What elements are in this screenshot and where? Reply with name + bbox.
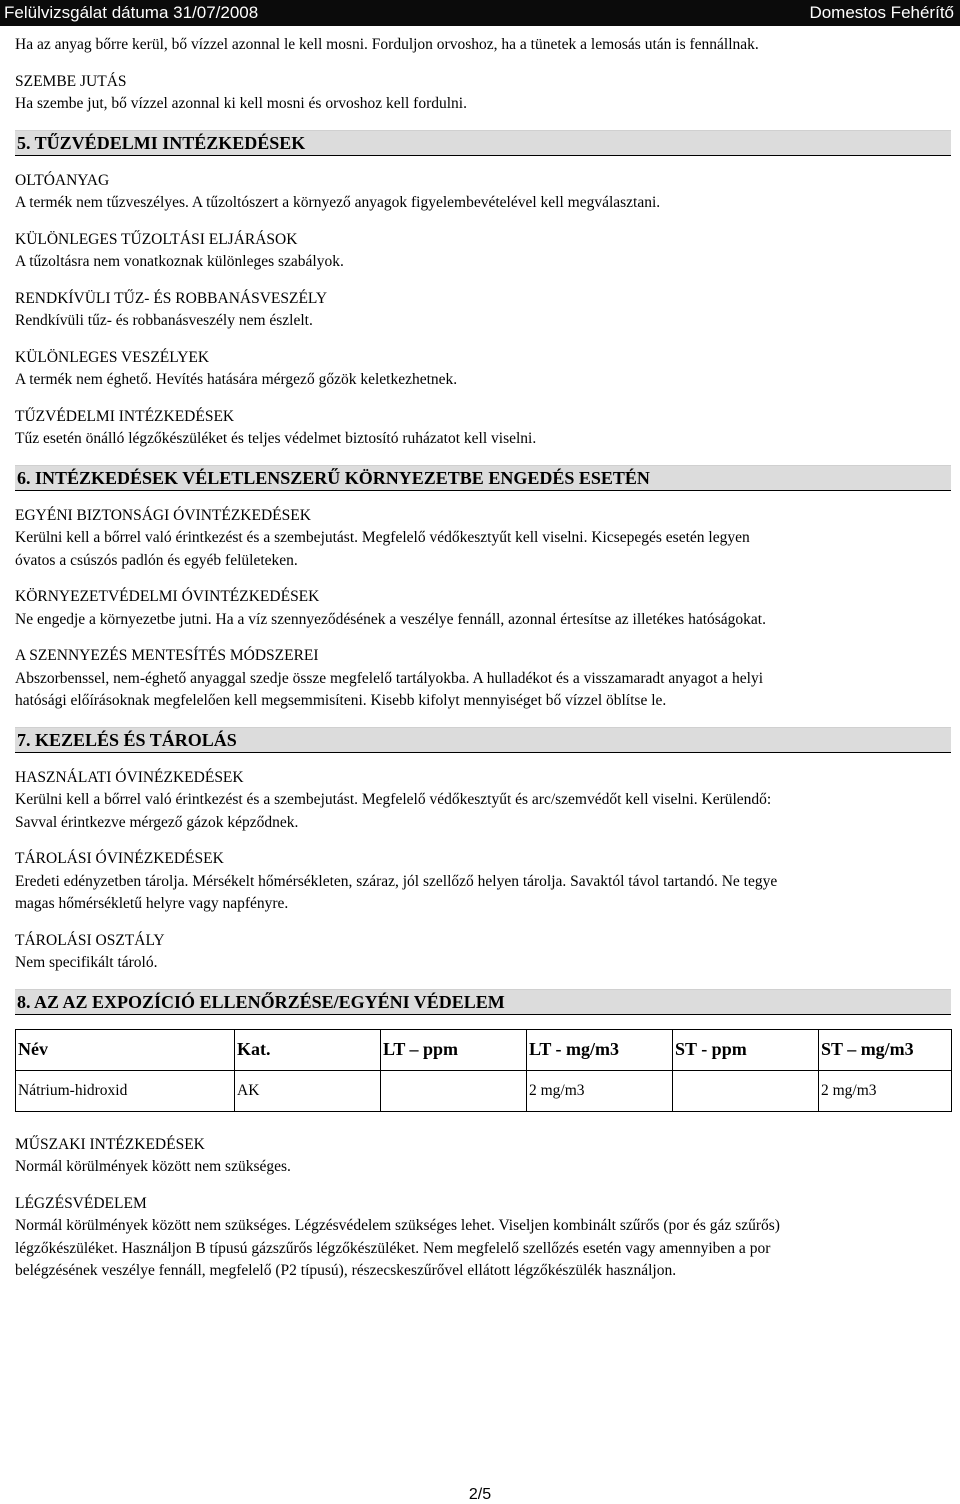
document-body xyxy=(15,34,951,1283)
cell-name: Nátrium-hidroxid xyxy=(16,1070,235,1111)
s6-text-1b: óvatos a csúszós padlón és egyéb felületeken. xyxy=(15,551,298,569)
s5-heading-2: KÜLÖNLEGES TŰZOLTÁSI ELJÁRÁSOK xyxy=(15,230,298,248)
eye-contact-heading: SZEMBE JUTÁS xyxy=(15,72,127,90)
s7-heading-3: TÁROLÁSI OSZTÁLY xyxy=(15,931,165,949)
s6-text-3a: Abszorbenssel, nem-éghető anyaggal szedje össze megfelelő tartályokba. A hulladékot és a visszamaradt anyagot a helyi xyxy=(15,669,764,687)
table-header-row xyxy=(16,1029,952,1070)
s5-heading-4: KÜLÖNLEGES VESZÉLYEK xyxy=(15,348,210,366)
s5-heading-3: RENDKÍVÜLI TŰZ- ÉS ROBBANÁSVESZÉLY xyxy=(15,289,328,307)
product-name: Domestos Fehérítő xyxy=(809,3,954,22)
cell-lt-mg: 2 mg/m3 xyxy=(527,1070,673,1111)
s5-heading-1: OLTÓANYAG xyxy=(15,171,110,189)
cell-st-mg: 2 mg/m3 xyxy=(819,1070,952,1111)
s5-text-3: Rendkívüli tűz- és robbanásveszély nem észlelt. xyxy=(15,312,313,329)
s5-text-5: Tűz esetén önálló légzőkészüléket és teljes védelmet biztosító ruházatot kell viselni. xyxy=(15,430,537,447)
s7-heading-2: TÁROLÁSI ÓVINÉZKEDÉSEK xyxy=(15,850,224,867)
s8-text-1: Normál körülmények között nem szükséges. xyxy=(15,1158,291,1175)
s7-text-1a: Kerülni kell a bőrrel való érintkezést és a szembejutást. Megfelelő védőkesztyűt és arc/szemvédőt kell viselni. Kerülendő: xyxy=(15,791,772,808)
s8-text-2b: légzőkészüléket. Használjon B típusú gázszűrős légzőkészüléket. Nem megfelelő szellőzés esetén vagy amennyiben a por xyxy=(15,1239,771,1257)
col-header-st-mg: ST – mg/m3 xyxy=(819,1029,952,1070)
col-header-st-ppm: ST - ppm xyxy=(673,1029,819,1070)
col-header-cat: Kat. xyxy=(235,1029,381,1070)
s5-text-2: A tűzoltásra nem vonatkoznak különleges szabályok. xyxy=(15,253,344,270)
s6-text-3b: hatósági előírásoknak megfelelően kell megsemmisíteni. Kisebb kifolyt mennyiséget bő vízzel öblítse le. xyxy=(15,692,667,709)
page-number: 2/5 xyxy=(468,1486,492,1503)
s5-heading-5: TŰZVÉDELMI INTÉZKEDÉSEK xyxy=(15,407,235,425)
section-8-title: 8. AZ AZ EXPOZÍCIÓ ELLENŐRZÉSE/EGYÉNI VÉDELEM xyxy=(15,989,951,1015)
section-7-title: 7. KEZELÉS ÉS TÁROLÁS xyxy=(15,727,951,753)
table-row xyxy=(16,1070,952,1111)
exposure-limits-table xyxy=(15,1029,952,1112)
cell-cat: AK xyxy=(235,1070,381,1111)
s8-text-2a: Normál körülmények között nem szükséges. Légzésvédelem szükséges lehet. Viseljen kombinált szűrős (por és gáz szűrős) xyxy=(15,1217,780,1234)
s8-heading-1: MŰSZAKI INTÉZKEDÉSEK xyxy=(15,1135,205,1153)
col-header-name: Név xyxy=(16,1029,235,1070)
s7-text-1b: Savval érintkezve mérgező gázok képződnek. xyxy=(15,813,299,831)
s6-heading-2: KÖRNYEZETVÉDELMI ÓVINTÉZKEDÉSEK xyxy=(15,588,320,605)
s6-heading-3: A SZENNYEZÉS MENTESÍTÉS MÓDSZEREI xyxy=(15,647,319,664)
s7-text-2a: Eredeti edényzetben tárolja. Mérsékelt hőmérsékleten, száraz, jól szellőző helyen tárolja. Savaktól távol tartandó. Ne tegye xyxy=(15,872,778,890)
eye-contact-text: Ha szembe jut, bő vízzel azonnal ki kell mosni és orvoshoz kell fordulni. xyxy=(15,95,467,112)
s8-heading-2: LÉGZÉSVÉDELEM xyxy=(15,1194,147,1212)
s8-text-2c: belégzésének veszélye fennáll, megfelelő (P2 típusú), részecskeszűrővel ellátott légzőkészülék használjon. xyxy=(15,1262,677,1279)
s6-text-2: Ne engedje a környezetbe jutni. Ha a víz szennyeződésének a veszélye fennáll, azonnal értesítse az illetékes hatóságokat. xyxy=(15,610,766,628)
col-header-lt-ppm: LT – ppm xyxy=(381,1029,527,1070)
s5-text-1: A termék nem tűzveszélyes. A tűzoltószert a környező anyagok figyelembevételével kell megválasztani. xyxy=(15,194,661,211)
s6-text-1a: Kerülni kell a bőrrel való érintkezést és a szembejutást. Megfelelő védőkesztyűt kell viselni. Kicsepegés esetén legyen xyxy=(15,529,750,546)
s5-text-4: A termék nem éghető. Hevítés hatására mérgező gőzök keletkezhetnek. xyxy=(15,371,458,388)
page-header xyxy=(0,0,960,26)
revision-date: Felülvizsgálat dátuma 31/07/2008 xyxy=(4,3,259,22)
cell-st-ppm xyxy=(673,1070,819,1111)
col-header-lt-mg: LT - mg/m3 xyxy=(527,1029,673,1070)
s7-text-3: Nem specifikált tároló. xyxy=(15,954,158,971)
s7-text-2b: magas hőmérsékletű helyre vagy napfényre. xyxy=(15,895,289,912)
section-6-title: 6. INTÉZKEDÉSEK VÉLETLENSZERŰ KÖRNYEZETBE ENGEDÉS ESETÉN xyxy=(15,465,951,491)
skin-contact-text: Ha az anyag bőrre kerül, bő vízzel azonnal le kell mosni. Forduljon orvoshoz, ha a tünetek a lemosás után is fennállnak. xyxy=(15,36,759,53)
s7-heading-1: HASZNÁLATI ÓVINÉZKEDÉSEK xyxy=(15,768,244,786)
s6-heading-1: EGYÉNI BIZTONSÁGI ÓVINTÉZKEDÉSEK xyxy=(15,506,311,524)
cell-lt-ppm xyxy=(381,1070,527,1111)
section-5-title: 5. TŰZVÉDELMI INTÉZKEDÉSEK xyxy=(15,130,951,156)
